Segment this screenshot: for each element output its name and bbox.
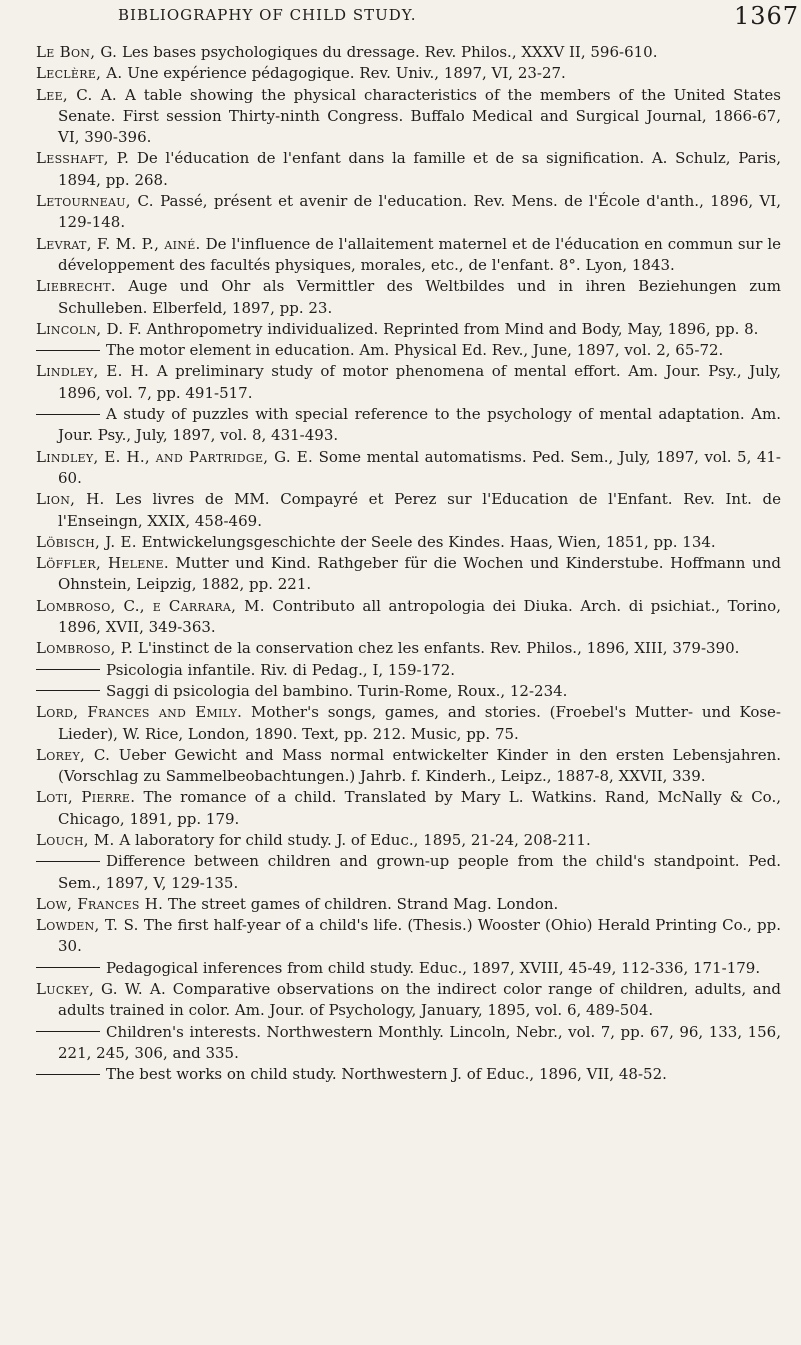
entry-text: The first half-year of a child's life. (Thesis.) Wooster (Ohio) Herald Printing Co., pp. 30. xyxy=(58,916,781,956)
bibliography-entry xyxy=(36,660,781,681)
bibliography-entry xyxy=(36,319,781,340)
bibliography-entry xyxy=(36,851,781,894)
entry-author: Lombroso, P. xyxy=(36,639,134,658)
entry-text: A study of puzzles with special reference to the psychology of mental adaptation. Am. Jour. Psy., July, 1897, vol. 8, 431-493. xyxy=(58,405,781,445)
entry-text: Auge und Ohr als Vermittler des Weltbildes und in ihren Beziehungen zum Schulleben. Elberfeld, 1897, pp. 23. xyxy=(58,277,781,317)
entry-text: The motor element in education. Am. Physical Ed. Rev., June, 1897, vol. 2, 65-72. xyxy=(106,341,724,360)
entry-text: A preliminary study of motor phenomena of mental effort. Am. Jour. Psy., July, 1896, vol. 7, pp. 491-517. xyxy=(58,362,782,402)
entry-author: Lowden, T. S. xyxy=(36,916,139,935)
bibliography-entry xyxy=(36,276,781,319)
bibliography-entry xyxy=(36,553,781,596)
entry-author: Liebrecht. xyxy=(36,277,116,296)
bibliography-entry xyxy=(36,361,781,404)
entry-author: Levrat, F. M. P., ainé. xyxy=(36,234,201,253)
ditto-dash xyxy=(36,414,100,415)
bibliography-entry xyxy=(36,958,781,979)
bibliography-entry xyxy=(36,894,781,915)
entry-author: Lee, C. A. xyxy=(36,85,117,104)
entry-author: Lindley, E. H., and Partridge, G. E. xyxy=(36,447,314,466)
entry-text: Mutter und Kind. Rathgeber für die Wochen und Kinderstube. Hoffmann und Ohnstein, Leipzig, 1882, pp. 221. xyxy=(58,554,781,594)
entry-author: Louch, M. xyxy=(36,830,115,849)
entry-text: L'instinct de la conservation chez les enfants. Rev. Philos., 1896, XIII, 379-390. xyxy=(133,639,740,658)
entry-author: Letourneau, C. xyxy=(36,192,154,211)
entry-author: Low, Frances H. xyxy=(36,894,164,913)
entry-author: Lombroso, C., e Carrara, M. xyxy=(36,596,265,615)
bibliography-entry xyxy=(36,1022,781,1065)
entry-text: Pedagogical inferences from child study. Educ., 1897, XVIII, 45-49, 112-336, 171-179. xyxy=(106,958,761,977)
entry-text: Contributo all antropologia dei Diuka. Arch. di psichiat., Torino, 1896, XVII, 349-363. xyxy=(58,596,781,637)
bibliography-entry xyxy=(36,915,781,958)
entry-author: Lincoln, D. F. xyxy=(36,319,142,338)
entry-text: The romance of a child. Translated by Mary L. Watkins. Rand, McNally & Co., Chicago, 1891, pp. 179. xyxy=(58,788,781,828)
bibliography-entry xyxy=(36,830,781,851)
bibliography-entry xyxy=(36,63,781,84)
entry-author: Leclère, A. xyxy=(36,64,123,83)
page-number: 1367 xyxy=(734,2,800,30)
entry-text: Comparative observations on the indirect color range of children, adults, and adults trained in color. Am. Jour. of Psychology, January, 1895, vol. 6, 489-504. xyxy=(58,980,781,1020)
bibliography-entry xyxy=(36,681,781,702)
entry-author: Lorey, C. xyxy=(36,745,111,764)
entry-text: Saggi di psicologia del bambino. Turin-Rome, Roux., 12-234. xyxy=(106,681,568,700)
entry-text: Some mental automatisms. Ped. Sem., July, 1897, vol. 5, 41-60. xyxy=(58,447,781,487)
entry-author: Lion, H. xyxy=(36,490,105,509)
entry-author: Löbisch, J. E. xyxy=(36,532,137,551)
bibliography-entry xyxy=(36,596,781,639)
entry-author: Lesshaft, P. xyxy=(36,149,130,168)
ditto-dash xyxy=(36,350,100,351)
ditto-dash xyxy=(36,1031,100,1032)
running-head: BIBLIOGRAPHY OF CHILD STUDY. xyxy=(118,6,417,24)
bibliography-entry xyxy=(36,745,781,788)
entry-text: De l'influence de l'allaitement maternel et de l'éducation en commun sur le développement des facultés physiques, morales, etc., de l'enfant. 8°. Lyon, 1843. xyxy=(58,234,781,274)
entry-text: Psicologia infantile. Riv. di Pedag., I, 159-172. xyxy=(106,660,455,679)
bibliography-entry xyxy=(36,85,781,149)
ditto-dash xyxy=(36,690,100,691)
bibliography-entry xyxy=(36,489,781,532)
ditto-dash xyxy=(36,967,100,968)
bibliography-entry xyxy=(36,340,781,361)
bibliography-entry xyxy=(36,42,781,63)
entry-text: Les bases psychologiques du dressage. Rev. Philos., XXXV II, 596-610. xyxy=(117,43,658,61)
bibliography-entry xyxy=(36,191,781,234)
entry-text: Passé, présent et avenir de l'education. Rev. Mens. de l'École d'anth., 1896, VI, 129-148. xyxy=(58,192,781,232)
entry-text: Mother's songs, games, and stories. (Froebel's Mutter- und Kose-Lieder), W. Rice, London, 1890. Text, pp. 212. Music, pp. 75. xyxy=(58,703,782,743)
entry-author: Le Bon, G. xyxy=(36,43,118,61)
entry-text: The best works on child study. Northwestern J. of Educ., 1896, VII, 48-52. xyxy=(106,1065,667,1084)
entry-text: Les livres de MM. Compayré et Perez sur l'Education de l'Enfant. Rev. Int. de l'Enseingn, XXIX, 458-469. xyxy=(58,490,782,530)
ditto-dash xyxy=(36,669,100,670)
bibliography-entry xyxy=(36,787,781,830)
bibliography-entry xyxy=(36,1064,781,1085)
entry-author: Loti, Pierre. xyxy=(36,788,136,807)
bibliography-entry xyxy=(36,638,781,659)
entry-author: Lord, Frances and Emily. xyxy=(36,703,243,722)
ditto-dash xyxy=(36,1074,100,1075)
bibliography-entry xyxy=(36,234,781,277)
entry-text: Difference between children and grown-up people from the child's standpoint. Ped. Sem., 1897, V, 129-135. xyxy=(58,852,781,892)
entry-author: Löffler, Helene. xyxy=(36,554,169,573)
bibliography-entry xyxy=(36,447,781,490)
entry-text: A table showing the physical characteristics of the members of the United States Senate. First session Thirty-ninth Congress. Buffalo Medical and Surgical Journal, 1866-67, VI, 390-396. xyxy=(58,85,782,147)
ditto-dash xyxy=(36,861,100,862)
bibliography-entry xyxy=(36,532,781,553)
entry-text: Children's interests. Northwestern Monthly. Lincoln, Nebr., vol. 7, pp. 67, 96, 133, 156, 221, 245, 306, and 335. xyxy=(58,1022,781,1062)
entry-text: De l'éducation de l'enfant dans la famille et de sa signification. A. Schulz, Paris, 1894, pp. 268. xyxy=(58,149,781,189)
entry-text: Entwickelungsgeschichte der Seele des Kindes. Haas, Wien, 1851, pp. 134. xyxy=(136,532,716,551)
bibliography-entry xyxy=(36,702,781,745)
entry-author: Lindley, E. H. xyxy=(36,362,150,381)
entry-text: Anthropometry individualized. Reprinted from Mind and Body, May, 1896, pp. 8. xyxy=(141,319,759,338)
bibliography-entry xyxy=(36,404,781,447)
entry-author: Luckey, G. W. A. xyxy=(36,980,167,999)
entry-text: The street games of children. Strand Mag. London. xyxy=(163,894,559,913)
bibliography-list xyxy=(36,42,781,1086)
bibliography-entry xyxy=(36,148,781,191)
entry-text: Une expérience pédagogique. Rev. Univ., 1897, VI, 23-27. xyxy=(122,64,566,83)
entry-text: Ueber Gewicht and Mass normal entwickelter Kinder in den ersten Lebensjahren. (Vorschlag zu Sammelbeobachtungen.) Jahrb. f. Kinderh., Leipz., 1887-8, XXVII, 339. xyxy=(58,745,782,786)
entry-text: A laboratory for child study. J. of Educ., 1895, 21-24, 208-211. xyxy=(114,830,591,849)
bibliography-entry xyxy=(36,979,781,1022)
